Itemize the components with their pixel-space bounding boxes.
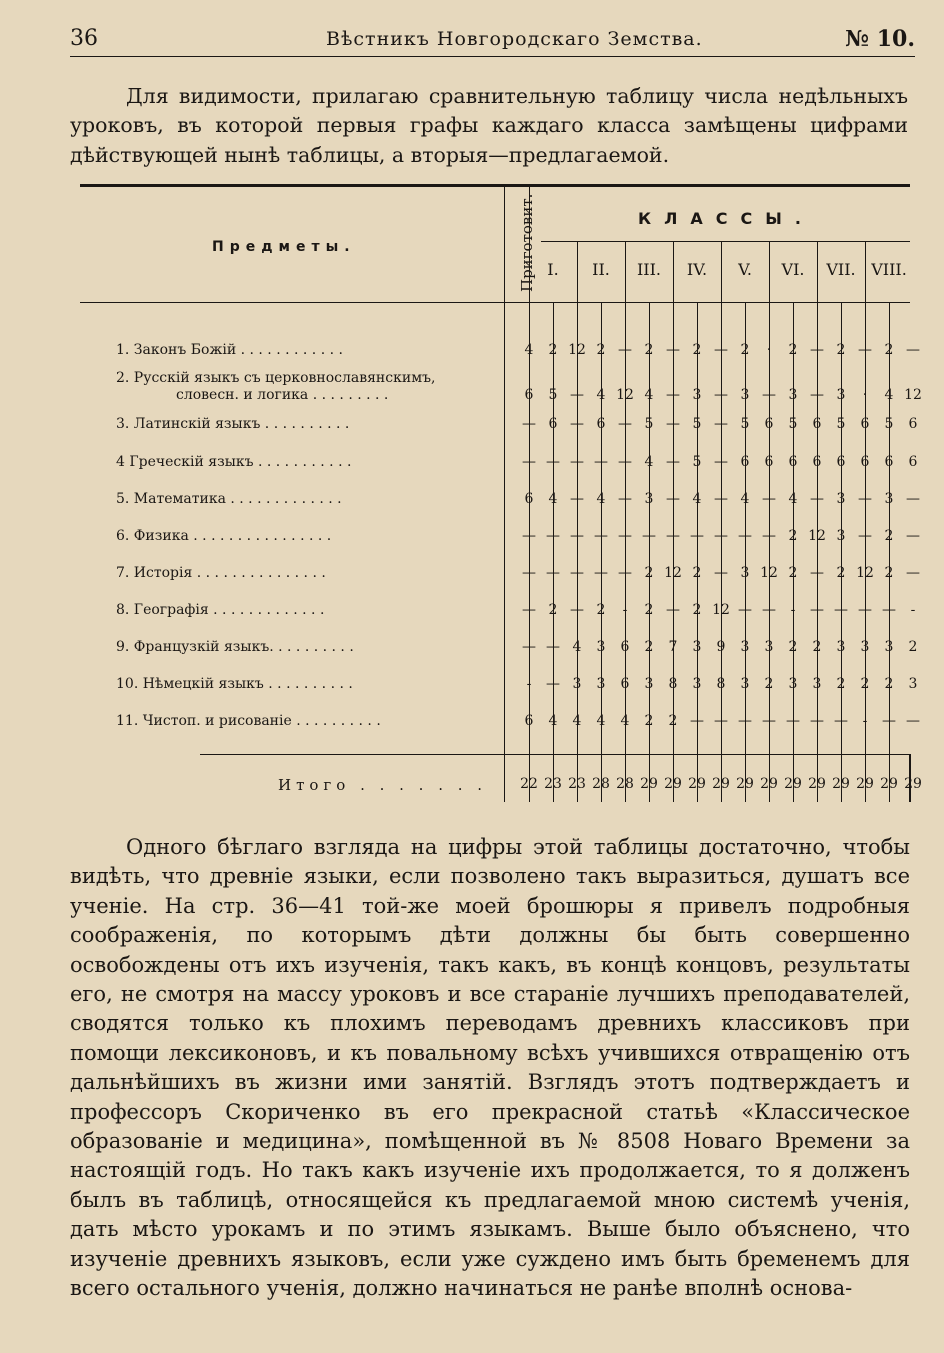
- lesson-count: —: [810, 342, 824, 358]
- lesson-count: 2: [836, 676, 846, 692]
- lesson-count: —: [546, 565, 560, 581]
- lesson-count: 5: [548, 387, 558, 403]
- lesson-count: —: [666, 387, 680, 403]
- body-paragraph: Одного бѣглаго взгляда на цифры этой таблицы достаточно, чтобы видѣть, что древніе языки, если позволено такъ выразиться, душатъ все ученіе. На стр. 36—41 той-же моей брошюры я привелъ подробныя соображенія, по которымъ дѣти должны бы быть совершенно освобождены отъ ихъ изученія, такъ какъ, въ концѣ концовъ, результаты его, не смотря на массу уроковъ и все стараніе лучшихъ преподавателей, сводятся только къ плохимъ переводамъ древнихъ классиковъ при помощи лексиконовъ, и къ повальному всѣхъ учившихся отвращенію отъ дальнѣйшихъ въ жизни ими занятій. Взглядъ этотъ подтверждаетъ и профессоръ Скориченко въ его прекрасной статьѣ «Классическое образованіе и медицина», помѣщенной въ № 8508 Новаго Времени за настоящій годъ. Но такъ какъ изученіе ихъ продолжается, то я долженъ былъ въ таблицѣ, относящейся къ предлагаемой мною системѣ ученія, дать мѣсто урокамъ и по этимъ языкамъ. Выше было объяснено, что изученіе древнихъ языковъ, если уже суждено имъ быть бременемъ для всего остального ученія, должно начинаться не ранѣе вполнѣ основа-: [70, 835, 910, 1301]
- subject-label: 3. Латинскій языкъ . . . . . . . . . .: [116, 416, 350, 432]
- lesson-count: 6: [620, 639, 630, 655]
- subject-label: 4 Греческій языкъ . . . . . . . . . . .: [116, 454, 352, 470]
- lesson-count: 2: [764, 676, 774, 692]
- lesson-count: —: [714, 713, 728, 729]
- total-value: 29: [832, 776, 850, 792]
- lesson-count: 9: [716, 639, 726, 655]
- subject-label: 5. Математика . . . . . . . . . . . . .: [116, 491, 342, 507]
- lesson-count: -: [910, 602, 916, 618]
- lesson-count: —: [522, 454, 536, 470]
- lesson-count: 6: [548, 416, 558, 432]
- lesson-count: 3: [884, 639, 894, 655]
- lesson-count: 6: [524, 491, 534, 507]
- lesson-count: 3: [740, 676, 750, 692]
- lesson-count: —: [522, 565, 536, 581]
- lesson-count: 2: [740, 342, 750, 358]
- lesson-count: 4: [524, 342, 534, 358]
- lesson-count: 4: [644, 454, 654, 470]
- intro-paragraph: Для видимости, прилагаю сравнительную таблицу числа недѣльныхъ уроковъ, въ которой первыя графы каждаго класса замѣщены цифрами дѣйствующей нынѣ таблицы, а вторыя—предлагаемой.: [70, 84, 908, 167]
- preparatory-column-header: Приготовит.: [518, 193, 536, 292]
- lesson-count: —: [570, 602, 584, 618]
- lessons-table: [80, 184, 922, 802]
- lesson-count: 5: [644, 416, 654, 432]
- lesson-count: 6: [596, 416, 606, 432]
- total-value: 29: [880, 776, 898, 792]
- lesson-count: 3: [836, 528, 846, 544]
- lesson-count: 6: [764, 416, 774, 432]
- subject-label: 8. Географія . . . . . . . . . . . . .: [116, 602, 325, 618]
- lesson-count: —: [570, 416, 584, 432]
- lesson-count: —: [546, 454, 560, 470]
- lesson-count: 12: [712, 602, 730, 618]
- lesson-count: —: [570, 565, 584, 581]
- lesson-count: —: [810, 565, 824, 581]
- lesson-count: —: [522, 416, 536, 432]
- lesson-count: —: [738, 602, 752, 618]
- lesson-count: —: [810, 713, 824, 729]
- lesson-count: 4: [548, 491, 558, 507]
- lesson-count: —: [714, 454, 728, 470]
- header-rule: [70, 56, 915, 57]
- lesson-count: —: [762, 491, 776, 507]
- lesson-count: 3: [692, 676, 702, 692]
- lesson-count: 6: [764, 454, 774, 470]
- lesson-count: —: [810, 602, 824, 618]
- lesson-count: 5: [692, 454, 702, 470]
- lesson-count: —: [906, 713, 920, 729]
- lesson-count: —: [786, 713, 800, 729]
- lesson-count: 12: [760, 565, 778, 581]
- total-value: 29: [712, 776, 730, 792]
- total-value: 22: [520, 776, 538, 792]
- totals-rule: [200, 754, 910, 755]
- lesson-count: 6: [860, 416, 870, 432]
- lesson-count: 6: [812, 416, 822, 432]
- lesson-count: 5: [836, 416, 846, 432]
- lesson-count: 5: [884, 416, 894, 432]
- lesson-count: —: [762, 713, 776, 729]
- lesson-count: 3: [884, 491, 894, 507]
- class-numeral: IV.: [686, 260, 708, 279]
- lesson-count: 3: [788, 676, 798, 692]
- lesson-count: 6: [788, 454, 798, 470]
- lesson-count: —: [570, 454, 584, 470]
- lesson-count: —: [618, 454, 632, 470]
- lesson-count: 7: [668, 639, 678, 655]
- journal-title: Вѣстникъ Новгородскаго Земства.: [326, 28, 703, 50]
- lesson-count: 2: [836, 342, 846, 358]
- lesson-count: 4: [596, 713, 606, 729]
- lesson-count: 6: [524, 713, 534, 729]
- class-numeral: I.: [547, 260, 559, 279]
- lesson-count: 2: [908, 639, 918, 655]
- lesson-count: —: [906, 565, 920, 581]
- lesson-count: 2: [644, 713, 654, 729]
- lesson-count: —: [546, 676, 560, 692]
- total-value: 28: [616, 776, 634, 792]
- subject-label: 10. Нѣмецкій языкъ . . . . . . . . . .: [116, 676, 353, 692]
- lesson-count: 6: [908, 416, 918, 432]
- total-value: 29: [736, 776, 754, 792]
- class-numeral: VII.: [826, 260, 856, 279]
- lesson-count: —: [810, 491, 824, 507]
- lesson-count: 3: [692, 639, 702, 655]
- lesson-count: 4: [596, 491, 606, 507]
- lesson-count: 2: [692, 602, 702, 618]
- lesson-count: 2: [692, 342, 702, 358]
- lesson-count: 12: [616, 387, 634, 403]
- lesson-count: —: [666, 528, 680, 544]
- lesson-count: 6: [908, 454, 918, 470]
- lesson-count: 3: [836, 387, 846, 403]
- subjects-column-header: Предметы.: [212, 239, 356, 255]
- lesson-count: —: [666, 342, 680, 358]
- lesson-count: 6: [812, 454, 822, 470]
- lesson-count: 3: [860, 639, 870, 655]
- lesson-count: —: [810, 387, 824, 403]
- lesson-count: 3: [740, 387, 750, 403]
- subject-label: 2. Русскій языкъ съ церковнославянскимъ,: [116, 370, 436, 386]
- class-numeral: VIII.: [871, 260, 907, 279]
- lesson-count: 2: [812, 639, 822, 655]
- total-value: 23: [544, 776, 562, 792]
- lesson-count: 3: [740, 565, 750, 581]
- subject-label: 7. Исторія . . . . . . . . . . . . . . .: [116, 565, 326, 581]
- lesson-count: 4: [740, 491, 750, 507]
- lesson-count: 6: [884, 454, 894, 470]
- lesson-count: —: [762, 387, 776, 403]
- subject-label: 6. Физика . . . . . . . . . . . . . . . .: [116, 528, 332, 544]
- lesson-count: —: [714, 565, 728, 581]
- lesson-count: —: [570, 491, 584, 507]
- total-value: 29: [664, 776, 682, 792]
- lesson-count: —: [834, 602, 848, 618]
- lesson-count: 2: [884, 342, 894, 358]
- lesson-count: 2: [596, 342, 606, 358]
- classes-header: КЛАССЫ.: [638, 209, 814, 228]
- lesson-count: 3: [908, 676, 918, 692]
- lesson-count: —: [618, 565, 632, 581]
- lesson-count: —: [618, 528, 632, 544]
- lesson-count: —: [714, 491, 728, 507]
- lesson-count: —: [858, 342, 872, 358]
- lesson-count: 4: [884, 387, 894, 403]
- lesson-count: 12: [568, 342, 586, 358]
- lesson-count: —: [594, 528, 608, 544]
- lesson-count: —: [570, 387, 584, 403]
- lesson-count: —: [834, 713, 848, 729]
- lesson-count: 6: [740, 454, 750, 470]
- lesson-count: ·: [862, 387, 868, 403]
- total-value: 29: [856, 776, 874, 792]
- lesson-count: 2: [644, 565, 654, 581]
- lesson-count: —: [666, 491, 680, 507]
- lesson-count: 4: [692, 491, 702, 507]
- lesson-count: —: [714, 416, 728, 432]
- lesson-count: —: [738, 713, 752, 729]
- lesson-count: —: [714, 342, 728, 358]
- lesson-count: —: [666, 416, 680, 432]
- lesson-count: —: [666, 454, 680, 470]
- lesson-count: 2: [788, 639, 798, 655]
- issue-number: № 10.: [845, 26, 915, 52]
- lesson-count: 3: [644, 676, 654, 692]
- lesson-count: 12: [856, 565, 874, 581]
- lesson-count: 3: [812, 676, 822, 692]
- lesson-count: 4: [572, 713, 582, 729]
- lesson-count: —: [522, 528, 536, 544]
- lesson-count: 8: [668, 676, 678, 692]
- subjects-column-rule: [504, 184, 505, 802]
- subject-label: 11. Чистоп. и рисованіе . . . . . . . . . .: [116, 713, 381, 729]
- class-numeral: II.: [592, 260, 610, 279]
- total-value: 23: [568, 776, 586, 792]
- lesson-count: 6: [620, 676, 630, 692]
- lesson-count: —: [594, 565, 608, 581]
- lesson-count: 3: [644, 491, 654, 507]
- lesson-count: 4: [572, 639, 582, 655]
- lesson-count: 6: [860, 454, 870, 470]
- lesson-count: 4: [620, 713, 630, 729]
- lesson-count: 5: [740, 416, 750, 432]
- lesson-count: —: [714, 387, 728, 403]
- subject-label: 1. Законъ Божій . . . . . . . . . . . .: [116, 342, 343, 358]
- class-numeral: VI.: [781, 260, 805, 279]
- lesson-count: 2: [788, 565, 798, 581]
- lesson-count: 3: [764, 639, 774, 655]
- lesson-count: 2: [860, 676, 870, 692]
- lesson-count: 4: [548, 713, 558, 729]
- lesson-count: 3: [572, 676, 582, 692]
- lesson-count: —: [762, 528, 776, 544]
- lesson-count: 6: [524, 387, 534, 403]
- lesson-count: 3: [788, 387, 798, 403]
- lesson-count: 2: [692, 565, 702, 581]
- lesson-count: 4: [644, 387, 654, 403]
- table-top-rule: [80, 184, 910, 187]
- header-bottom-rule: [80, 302, 910, 303]
- subject-label-cont: словесн. и логика . . . . . . . . .: [176, 387, 389, 403]
- lesson-count: —: [738, 528, 752, 544]
- lesson-count: 3: [596, 676, 606, 692]
- total-value: 29: [640, 776, 658, 792]
- lesson-count: —: [858, 491, 872, 507]
- subject-label: 9. Французкій языкъ. . . . . . . . . .: [116, 639, 354, 655]
- lesson-count: 2: [836, 565, 846, 581]
- class-numeral: III.: [636, 260, 662, 279]
- lesson-count: —: [618, 491, 632, 507]
- lesson-count: —: [906, 491, 920, 507]
- lesson-count: 4: [788, 491, 798, 507]
- running-header: [70, 26, 915, 56]
- lesson-count: —: [906, 342, 920, 358]
- lesson-count: 4: [596, 387, 606, 403]
- lesson-count: 2: [548, 342, 558, 358]
- lesson-count: 5: [788, 416, 798, 432]
- lesson-count: 12: [664, 565, 682, 581]
- lesson-count: 2: [596, 602, 606, 618]
- lesson-count: 3: [596, 639, 606, 655]
- total-value: 29: [808, 776, 826, 792]
- lesson-count: —: [690, 528, 704, 544]
- lesson-count: 2: [548, 602, 558, 618]
- class-numeral: V.: [738, 260, 752, 279]
- lesson-count: -: [526, 676, 532, 692]
- lesson-count: —: [570, 528, 584, 544]
- lesson-count: 2: [644, 342, 654, 358]
- lesson-count: —: [546, 528, 560, 544]
- lesson-count: —: [618, 342, 632, 358]
- lesson-count: -: [862, 713, 868, 729]
- lesson-count: 2: [884, 528, 894, 544]
- lesson-count: —: [762, 602, 776, 618]
- lesson-count: —: [666, 602, 680, 618]
- lesson-count: 2: [884, 676, 894, 692]
- lesson-count: 2: [788, 342, 798, 358]
- lesson-count: -: [622, 602, 628, 618]
- lesson-count: 3: [836, 639, 846, 655]
- total-value: 29: [784, 776, 802, 792]
- lesson-count: 2: [788, 528, 798, 544]
- lesson-count: —: [642, 528, 656, 544]
- lesson-count: —: [882, 602, 896, 618]
- lesson-count: —: [594, 454, 608, 470]
- lesson-count: 2: [644, 639, 654, 655]
- lesson-count: 3: [692, 387, 702, 403]
- lesson-count: -: [790, 602, 796, 618]
- classes-underline: [541, 241, 910, 242]
- lesson-count: —: [522, 602, 536, 618]
- lesson-count: 2: [668, 713, 678, 729]
- total-label: Итого . . . . . . .: [278, 776, 488, 794]
- total-value: 29: [688, 776, 706, 792]
- lesson-count: ·: [766, 342, 772, 358]
- lesson-count: 2: [884, 565, 894, 581]
- lesson-count: 8: [716, 676, 726, 692]
- lesson-count: —: [618, 416, 632, 432]
- lesson-count: —: [858, 528, 872, 544]
- lesson-count: —: [714, 528, 728, 544]
- page-number: 36: [70, 26, 98, 51]
- total-value: 29: [904, 776, 922, 792]
- lesson-count: 12: [808, 528, 826, 544]
- lesson-count: 3: [740, 639, 750, 655]
- lesson-count: —: [546, 639, 560, 655]
- lesson-count: —: [906, 528, 920, 544]
- lesson-count: 5: [692, 416, 702, 432]
- lesson-count: —: [522, 639, 536, 655]
- lesson-count: —: [882, 713, 896, 729]
- lesson-count: —: [858, 602, 872, 618]
- lesson-count: 3: [836, 491, 846, 507]
- lesson-count: 2: [644, 602, 654, 618]
- lesson-count: —: [690, 713, 704, 729]
- lesson-count: 12: [904, 387, 922, 403]
- total-value: 29: [760, 776, 778, 792]
- lesson-count: 6: [836, 454, 846, 470]
- total-value: 28: [592, 776, 610, 792]
